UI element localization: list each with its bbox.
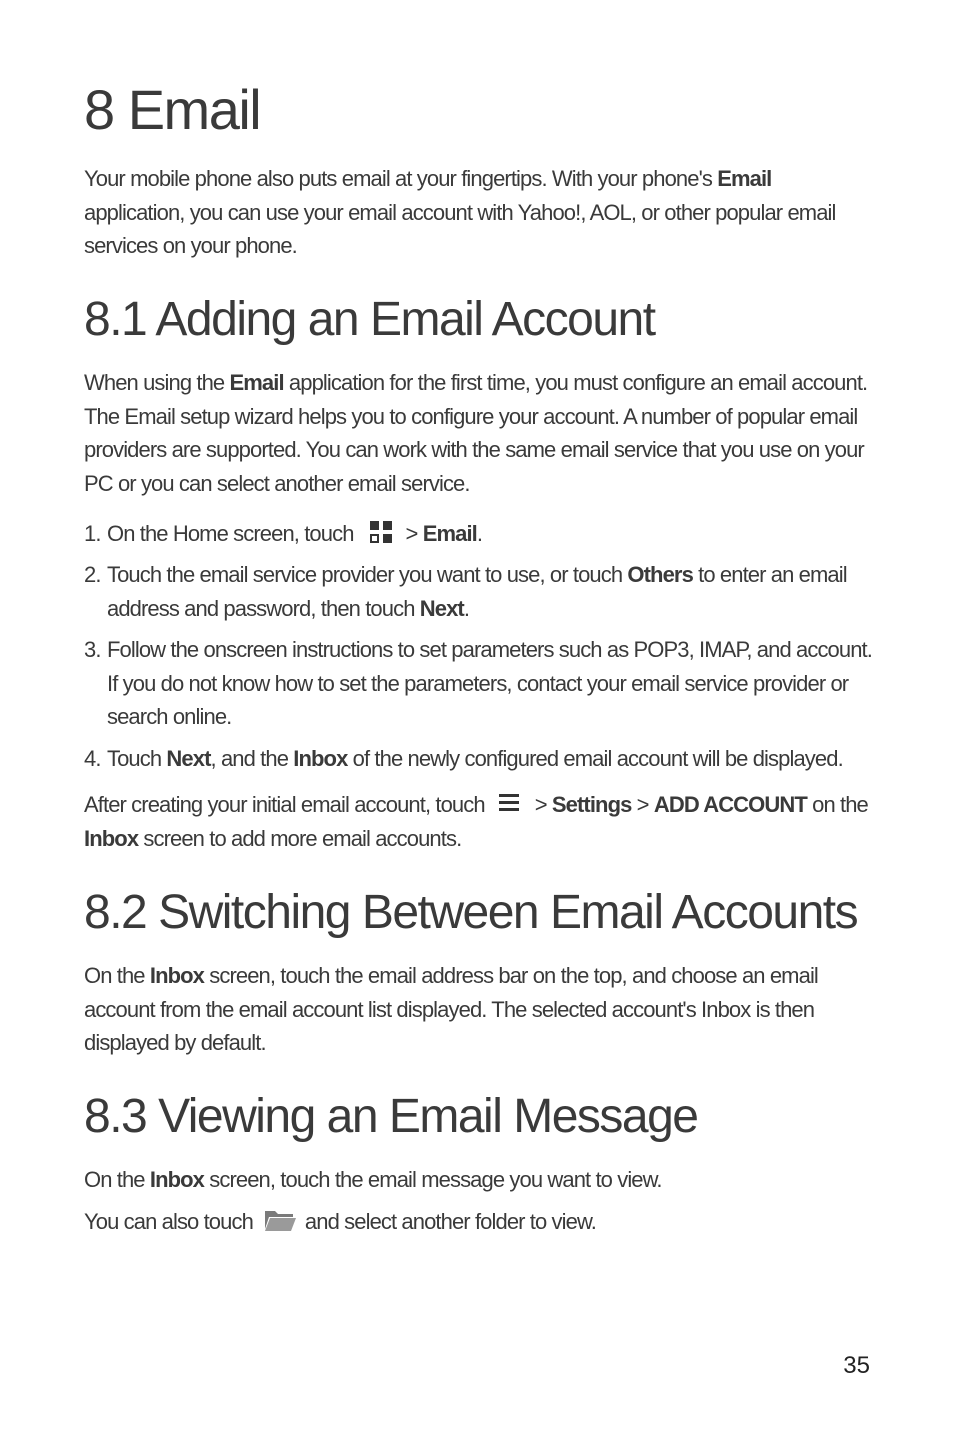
step-1: 1. On the Home screen, touch > Email.	[84, 521, 483, 546]
chapter-intro: Your mobile phone also puts email at your fingertips. With your phone's Email application, you can use your email account with Yahoo!, AOL, or other popular email services on your phone.	[84, 166, 836, 258]
section-8-3-text-2: You can also touch and select another folder to view.	[84, 1209, 596, 1234]
section-8-2-title: 8.2 Switching Between Email Accounts	[84, 886, 858, 939]
step-4: 4. Touch Next, and the Inbox of the newly configured email account will be displayed.	[84, 746, 843, 771]
section-8-2-text: On the Inbox screen, touch the email address bar on the top, and choose an email account from the email account list displayed. The selected account's Inbox is then displayed by default.	[84, 963, 818, 1055]
after-account-note: After creating your initial email account, touch > Settings > ADD ACCOUNT on the Inbox screen to add more email accounts.	[84, 792, 868, 851]
step-2: 2. Touch the email service provider you want to use, or touch Others to enter an email address and password, then touch Next.	[84, 562, 847, 621]
section-8-1-title: 8.1 Adding an Email Account	[84, 293, 655, 346]
section-8-3-text-1: On the Inbox screen, touch the email message you want to view.	[84, 1167, 662, 1192]
section-8-3-title: 8.3 Viewing an Email Message	[84, 1090, 698, 1143]
section-8-1-intro: When using the Email application for the first time, you must configure an email account. The Email setup wizard helps you to configure your account. A number of popular email providers are supported. You can work with the same email service that you use on your PC or you can select another email service.	[84, 370, 868, 496]
page-number: 35	[843, 1352, 870, 1379]
menu-icon	[497, 792, 521, 814]
apps-grid-icon	[368, 519, 394, 545]
folder-icon	[263, 1207, 297, 1233]
step-3: 3. Follow the onscreen instructions to set parameters such as POP3, IMAP, and account. If you do not know how to set the parameters, contact your email service provider or search online.	[84, 637, 872, 729]
chapter-title: 8 Email	[84, 78, 261, 141]
